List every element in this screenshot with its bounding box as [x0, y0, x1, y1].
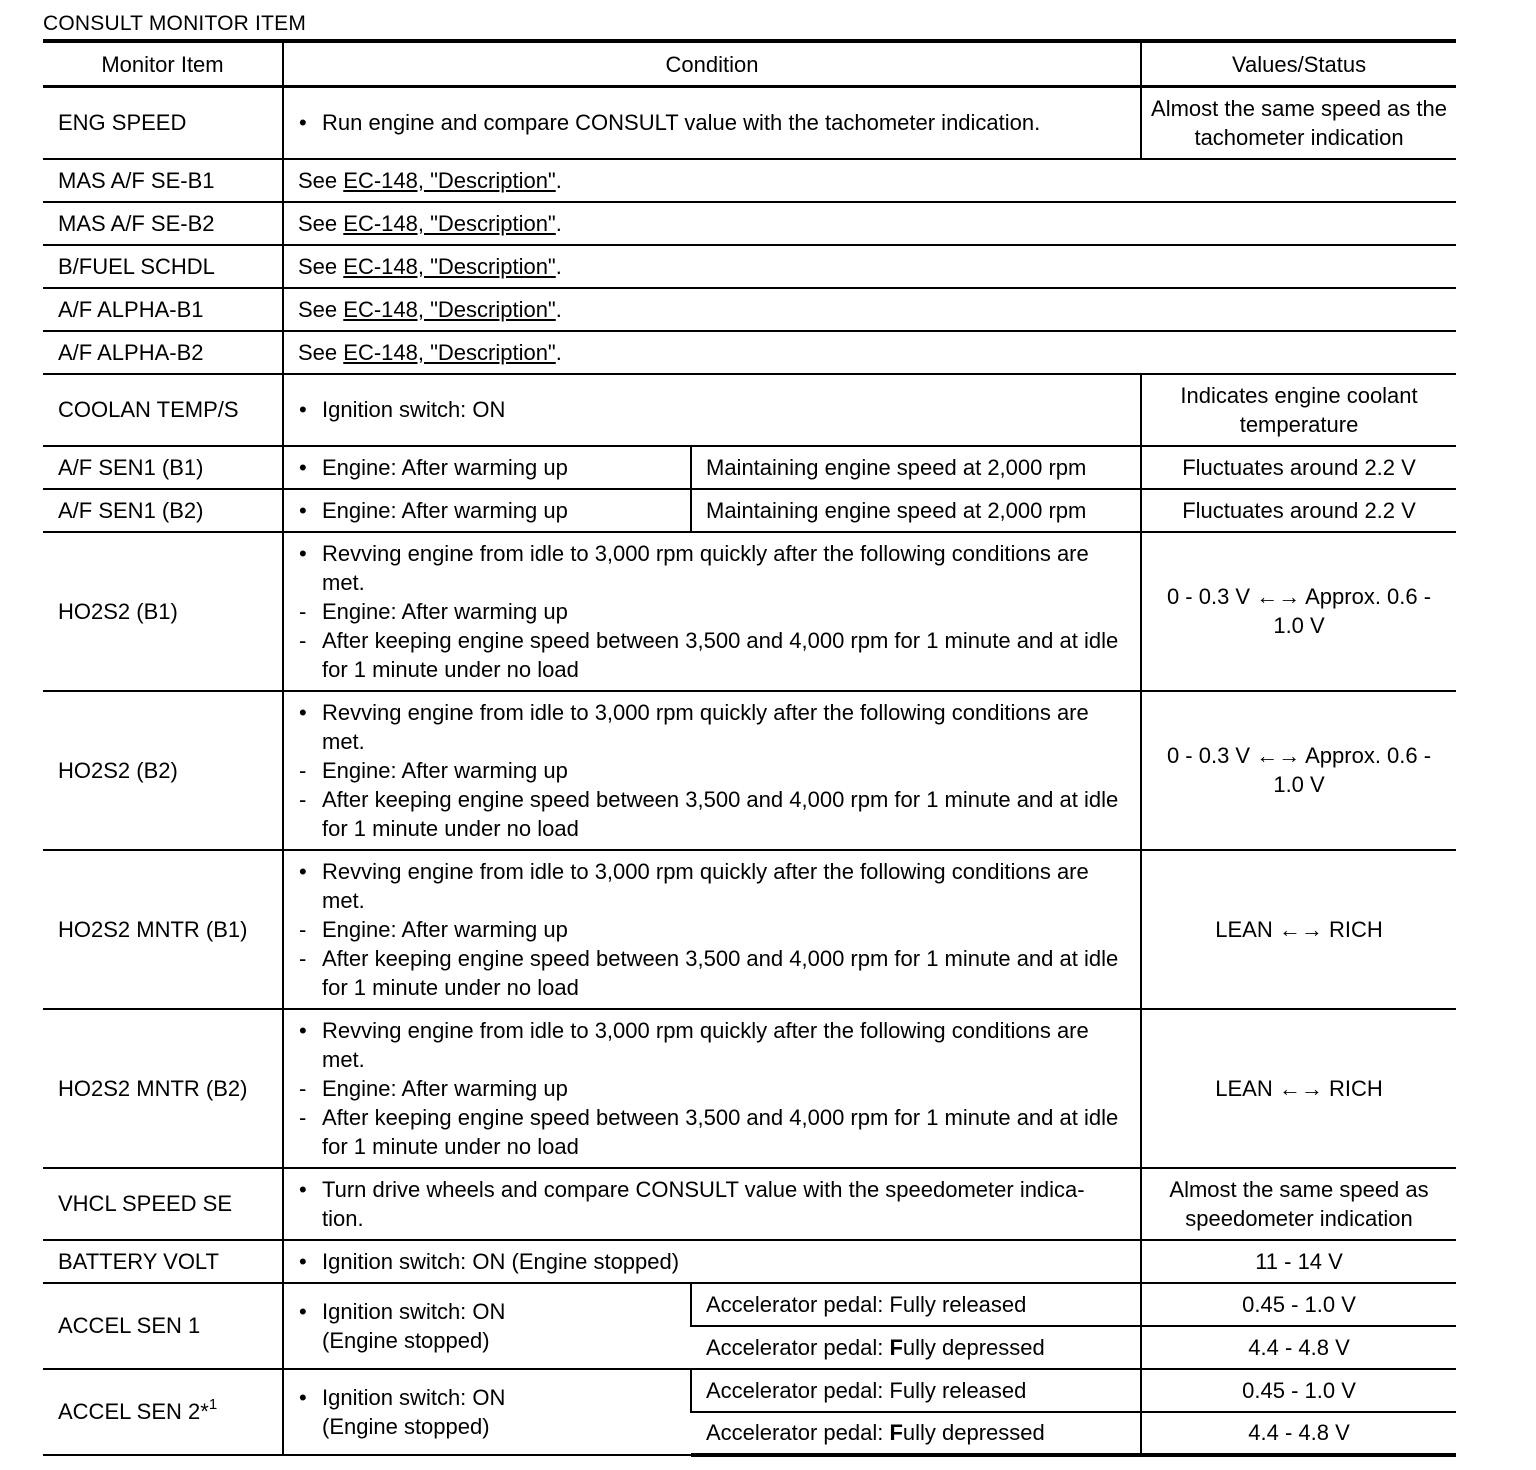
condition-cell: • Ignition switch: ON (Engine stopped) — [283, 1283, 691, 1369]
table-row — [43, 1168, 1456, 1240]
table-row — [43, 159, 1456, 202]
monitor-item: MAS A/F SE-B2 — [43, 202, 283, 245]
value-cell: LEAN ←→ RICH — [1141, 1009, 1456, 1168]
table-row — [43, 245, 1456, 288]
table-row — [43, 1009, 1456, 1168]
value-cell: Fluctuates around 2.2 V — [1141, 446, 1456, 489]
sub-condition-cell: Accelerator pedal: Fully depressed — [691, 1412, 1141, 1455]
monitor-item: VHCL SPEED SE — [43, 1168, 283, 1240]
condition-cell: • Engine: After warming up — [283, 446, 691, 489]
condition-cell: • Engine: After warming up — [283, 489, 691, 532]
condition-cell: • Ignition switch: ON (Engine stopped) — [283, 1240, 1141, 1283]
monitor-item: B/FUEL SCHDL — [43, 245, 283, 288]
condition-cell: • Revving engine from idle to 3,000 rpm quickly after the following conditions are met. - Engine: After warming up - After keeping engine speed between 3,500 and 4,000 rpm for 1 minute and at idle for 1 minute under no load — [283, 1009, 1141, 1168]
monitor-item: ACCEL SEN 1 — [43, 1283, 283, 1369]
monitor-item: A/F ALPHA-B1 — [43, 288, 283, 331]
table-row — [43, 1240, 1456, 1283]
sub-condition-cell: Accelerator pedal: Fully released — [691, 1283, 1141, 1326]
condition-cell: • Turn drive wheels and compare CONSULT value with the speedometer indica-tion. — [283, 1168, 1141, 1240]
table-row — [43, 446, 1456, 489]
monitor-item: A/F SEN1 (B1) — [43, 446, 283, 489]
monitor-item: A/F SEN1 (B2) — [43, 489, 283, 532]
table-row — [43, 1283, 1456, 1326]
monitor-item: HO2S2 (B2) — [43, 691, 283, 850]
monitor-item: HO2S2 (B1) — [43, 532, 283, 691]
value-cell: Indicates engine coolant temperature — [1141, 374, 1456, 446]
value-cell: 0.45 - 1.0 V — [1141, 1369, 1456, 1412]
description-link[interactable]: EC-148, "Description" — [343, 210, 556, 236]
see-reference: See EC-148, "Description". — [283, 288, 1456, 331]
table-row — [43, 87, 1456, 159]
header-row — [43, 41, 1456, 87]
description-link[interactable]: EC-148, "Description" — [343, 339, 556, 365]
description-link[interactable]: EC-148, "Description" — [343, 296, 556, 322]
condition-cell: • Ignition switch: ON (Engine stopped) — [283, 1369, 691, 1455]
monitor-item: HO2S2 MNTR (B1) — [43, 850, 283, 1009]
table-row — [43, 374, 1456, 446]
condition-cell: • Ignition switch: ON — [283, 374, 1141, 446]
value-cell: 11 - 14 V — [1141, 1240, 1456, 1283]
condition-cell: • Revving engine from idle to 3,000 rpm quickly after the following conditions are met. - Engine: After warming up - After keeping engine speed between 3,500 and 4,000 rpm for 1 minute and at idle for 1 minute under no load — [283, 532, 1141, 691]
table-row — [43, 532, 1456, 691]
value-cell: 0.45 - 1.0 V — [1141, 1283, 1456, 1326]
value-cell: Fluctuates around 2.2 V — [1141, 489, 1456, 532]
sub-condition-cell: Maintaining engine speed at 2,000 rpm — [691, 489, 1141, 532]
see-reference: See EC-148, "Description". — [283, 331, 1456, 374]
table-row — [43, 331, 1456, 374]
see-reference: See EC-148, "Description". — [283, 159, 1456, 202]
monitor-item: HO2S2 MNTR (B2) — [43, 1009, 283, 1168]
table-row — [43, 489, 1456, 532]
monitor-item: MAS A/F SE-B1 — [43, 159, 283, 202]
table-row — [43, 850, 1456, 1009]
condition-cell: • Run engine and compare CONSULT value with the tachometer indication. — [283, 87, 1141, 159]
condition-cell: • Revving engine from idle to 3,000 rpm quickly after the following conditions are met. - Engine: After warming up - After keeping engine speed between 3,500 and 4,000 rpm for 1 minute and at idle for 1 minute under no load — [283, 850, 1141, 1009]
header-values-status: Values/Status — [1141, 41, 1456, 87]
monitor-item: ACCEL SEN 2*$^1$ — [43, 1369, 283, 1455]
see-reference: See EC-148, "Description". — [283, 202, 1456, 245]
monitor-item: BATTERY VOLT — [43, 1240, 283, 1283]
consult-monitor-table — [43, 39, 1456, 1457]
condition-text: Run engine and compare CONSULT value with the tachometer indication. — [322, 110, 1041, 136]
sub-condition-cell: Maintaining engine speed at 2,000 rpm — [691, 446, 1141, 489]
sub-condition-cell: Accelerator pedal: Fully depressed — [691, 1326, 1141, 1369]
table-row — [43, 1369, 1456, 1412]
monitor-item: ENG SPEED — [43, 87, 283, 159]
value-cell: Almost the same speed as the tachometer indication — [1141, 87, 1456, 159]
table-row — [43, 202, 1456, 245]
value-cell: 4.4 - 4.8 V — [1141, 1412, 1456, 1455]
monitor-item: COOLAN TEMP/S — [43, 374, 283, 446]
condition-cell: • Revving engine from idle to 3,000 rpm quickly after the following conditions are met. - Engine: After warming up - After keeping engine speed between 3,500 and 4,000 rpm for 1 minute and at idle for 1 minute under no load — [283, 691, 1141, 850]
value-cell: LEAN ←→ RICH — [1141, 850, 1456, 1009]
table-row — [43, 288, 1456, 331]
value-cell: 0 - 0.3 V ←→ Approx. 0.6 - 1.0 V — [1141, 691, 1456, 850]
footnote-marker: 1 — [208, 1395, 218, 1413]
description-link[interactable]: EC-148, "Description" — [343, 167, 556, 193]
monitor-item: A/F ALPHA-B2 — [43, 331, 283, 374]
sub-condition-cell: Accelerator pedal: Fully released — [691, 1369, 1141, 1412]
document-title: CONSULT MONITOR ITEM — [43, 12, 307, 35]
value-cell: 4.4 - 4.8 V — [1141, 1326, 1456, 1369]
see-reference: See EC-148, "Description". — [283, 245, 1456, 288]
header-condition: Condition — [283, 41, 1141, 87]
header-monitor-item: Monitor Item — [43, 41, 283, 87]
table-row — [43, 691, 1456, 850]
value-cell: 0 - 0.3 V ←→ Approx. 0.6 - 1.0 V — [1141, 532, 1456, 691]
description-link[interactable]: EC-148, "Description" — [343, 253, 556, 279]
value-cell: Almost the same speed as speedometer indication — [1141, 1168, 1456, 1240]
